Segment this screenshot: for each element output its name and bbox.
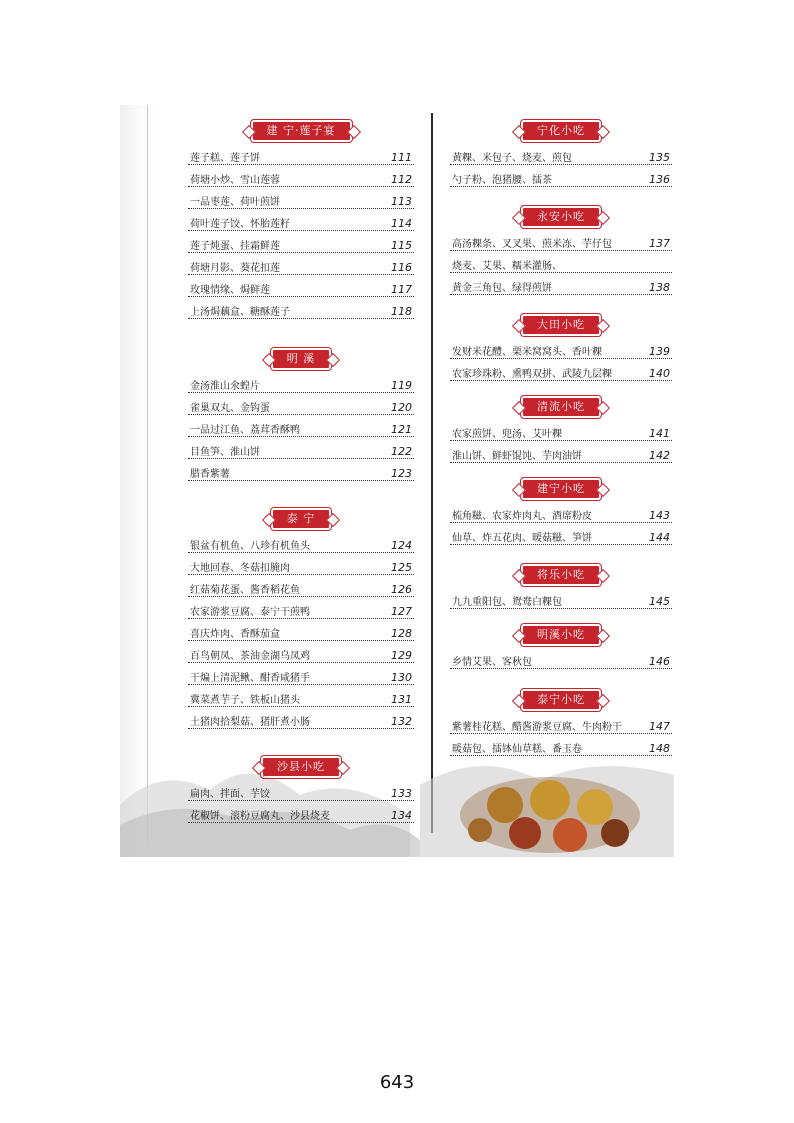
- section-banner: 将乐小吃: [523, 566, 599, 584]
- section-mingxi-snacks: [450, 623, 672, 669]
- page-ref: 133: [391, 787, 412, 800]
- list-item: [188, 297, 414, 319]
- list-item: [450, 587, 672, 609]
- page-fold-line: [147, 105, 148, 845]
- page-ref: 126: [391, 583, 412, 596]
- page-ref: 132: [391, 715, 412, 728]
- scanned-menu-page: [120, 105, 674, 857]
- list-item: [188, 165, 414, 187]
- list-item: [188, 801, 414, 823]
- dish-name: 暖菇包、擂钵仙草糕、番玉卷: [452, 744, 582, 755]
- page-ref: 115: [391, 239, 412, 252]
- list-item: [188, 641, 414, 663]
- page-ref: 130: [391, 671, 412, 684]
- list-item: [450, 647, 672, 669]
- page-ref: 119: [391, 379, 412, 392]
- dish-name: 大地回春、冬菇扣腌肉: [190, 563, 290, 574]
- section-banner: 大田小吃: [523, 316, 599, 334]
- page-ref: 123: [391, 467, 412, 480]
- list-item: [450, 251, 672, 273]
- list-item: [188, 275, 414, 297]
- list-item: [188, 597, 414, 619]
- dish-name: 高汤粿条、叉叉果、煎米冻、芋仔包: [452, 239, 612, 250]
- dish-name: 土猪肉拾梨菇、猪肝煮小肠: [190, 717, 310, 728]
- list-item: [450, 419, 672, 441]
- section-banner: 永安小吃: [523, 208, 599, 226]
- list-item: [188, 779, 414, 801]
- list-item: [188, 685, 414, 707]
- list-item: [450, 734, 672, 756]
- dish-name: 喜庆炸肉、香酥茄盒: [190, 629, 280, 640]
- page-ref: 143: [649, 509, 670, 522]
- list-item: [188, 553, 414, 575]
- dish-name: 烧麦、艾果、糯米灌肠、: [452, 261, 562, 272]
- list-item: [450, 523, 672, 545]
- dish-name: 荷塘月影、葵花扣莲: [190, 263, 280, 274]
- list-item: [188, 143, 414, 165]
- list-item: [450, 712, 672, 734]
- list-item: [188, 459, 414, 481]
- page-ref: 135: [649, 151, 670, 164]
- section-jianning-snacks: [450, 477, 672, 545]
- section-banner: 明 溪: [273, 350, 330, 368]
- column-divider: [431, 113, 433, 833]
- page-ref: 144: [649, 531, 670, 544]
- section-banner: 明溪小吃: [523, 626, 599, 644]
- page-ref: 138: [649, 281, 670, 294]
- page-ref: 147: [649, 720, 670, 733]
- list-item: [450, 143, 672, 165]
- dish-name: 目鱼笋、淮山饼: [190, 447, 260, 458]
- page-ref: 122: [391, 445, 412, 458]
- dish-name: 荷叶莲子饺、怀胎莲籽: [190, 219, 290, 230]
- list-item: [450, 337, 672, 359]
- page-ref: 145: [649, 595, 670, 608]
- section-ninghua-snacks: [450, 119, 672, 187]
- list-item: [450, 441, 672, 463]
- dish-name: 九九重阳包、鸳鸯白粿包: [452, 597, 562, 608]
- dish-name: 梳角糍、农家炸肉丸、酒席粉皮: [452, 511, 592, 522]
- dish-name: 农家珍珠粉、熏鸭双拼、武陵九层粿: [452, 369, 612, 380]
- section-banner: 泰 宁: [273, 510, 330, 528]
- page-ref: 114: [391, 217, 412, 230]
- list-item: [188, 663, 414, 685]
- dish-name: 农家游浆豆腐、泰宁干煎鸭: [190, 607, 310, 618]
- list-item: [450, 501, 672, 523]
- dish-name: 发财米花醴、栗米窝窝头、香叶粿: [452, 347, 602, 358]
- list-item: [188, 415, 414, 437]
- page-ref: 129: [391, 649, 412, 662]
- section-taining-snacks: [450, 688, 672, 756]
- dish-name: 淮山饼、鲜虾馄饨、芋肉油饼: [452, 451, 582, 462]
- page-ref: 134: [391, 809, 412, 822]
- dish-name: 黄金三角包、绿得煎饼: [452, 283, 552, 294]
- page-ref: 142: [649, 449, 670, 462]
- list-item: [188, 371, 414, 393]
- dish-name: 乡情艾果、客秋包: [452, 657, 532, 668]
- dish-name: 银盆有机鱼、八珍有机鱼头: [190, 541, 310, 552]
- section-banner: 宁化小吃: [523, 122, 599, 140]
- section-banner: 建 宁·莲子宴: [253, 122, 350, 140]
- list-item: [188, 575, 414, 597]
- dish-name: 金汤淮山氽蝗片: [190, 381, 260, 392]
- section-taining: [188, 507, 414, 729]
- list-item: [450, 229, 672, 251]
- dish-name: 一品过江鱼、荔茸香酥鸭: [190, 425, 300, 436]
- spice-spoons-photo: [460, 777, 640, 853]
- section-banner: 沙县小吃: [263, 758, 339, 776]
- dish-name: 玫瑰情缘、焗鲜莲: [190, 285, 270, 296]
- section-mingxi: [188, 347, 414, 481]
- page-ref: 116: [391, 261, 412, 274]
- dish-name: 莲子糕、莲子饼: [190, 153, 260, 164]
- section-jiangle-snacks: [450, 563, 672, 609]
- page-number: 643: [379, 1072, 415, 1093]
- dish-name: 荷塘小炒、雪山莲蓉: [190, 175, 280, 186]
- page-ref: 125: [391, 561, 412, 574]
- section-yongan-snacks: [450, 205, 672, 295]
- list-item: [450, 359, 672, 381]
- dish-name: 干煸上清泥鳅、酣香咸猪手: [190, 673, 310, 684]
- page-ref: 128: [391, 627, 412, 640]
- page-ref: 127: [391, 605, 412, 618]
- dish-name: 腊香紫薯: [190, 469, 230, 480]
- page-ref: 140: [649, 367, 670, 380]
- page-ref: 118: [391, 305, 412, 318]
- list-item: [188, 231, 414, 253]
- dish-name: 花椒饼、滚粉豆腐丸、沙县烧麦: [190, 811, 330, 822]
- page-ref: 136: [649, 173, 670, 186]
- page-ref: 148: [649, 742, 670, 755]
- page-ref: 113: [391, 195, 412, 208]
- dish-name: 红菇菊花蛋、酱香稻花鱼: [190, 585, 300, 596]
- page-ref: 146: [649, 655, 670, 668]
- section-banner: 泰宁小吃: [523, 691, 599, 709]
- page-ref: 124: [391, 539, 412, 552]
- dish-name: 雀巢双丸、金钩蛋: [190, 403, 270, 414]
- page-ref: 137: [649, 237, 670, 250]
- dish-name: 紫薯桂花糕、醋酱游浆豆腐、牛肉粉干: [452, 722, 622, 733]
- page-ref: 139: [649, 345, 670, 358]
- dish-name: 一品枣莲、荷叶煎饼: [190, 197, 280, 208]
- page-ref: 121: [391, 423, 412, 436]
- list-item: [188, 209, 414, 231]
- dish-name: 冀菜煮芋子、铁板山猪头: [190, 695, 300, 706]
- page-ref: 131: [391, 693, 412, 706]
- section-shaxian-snacks: [188, 755, 414, 823]
- list-item: [450, 165, 672, 187]
- list-item: [450, 273, 672, 295]
- list-item: [188, 707, 414, 729]
- page-ref: 112: [391, 173, 412, 186]
- dish-name: 扁肉、拌面、芋饺: [190, 789, 270, 800]
- list-item: [188, 187, 414, 209]
- dish-name: 百鸟朝凤、茶油金湖乌凤鸡: [190, 651, 310, 662]
- section-jianning-lotus: [188, 119, 414, 319]
- section-qingliu-snacks: [450, 395, 672, 463]
- dish-name: 上汤焗藕盒、糖酥莲子: [190, 307, 290, 318]
- page-ref: 141: [649, 427, 670, 440]
- page-ref: 117: [391, 283, 412, 296]
- list-item: [188, 253, 414, 275]
- list-item: [188, 393, 414, 415]
- list-item: [188, 437, 414, 459]
- dish-name: 黄粿、米包子、烧麦、煎包: [452, 153, 572, 164]
- dish-name: 莲子炖蛋、挂霜鲜莲: [190, 241, 280, 252]
- section-banner: 建宁小吃: [523, 480, 599, 498]
- list-item: [188, 531, 414, 553]
- section-banner: 清流小吃: [523, 398, 599, 416]
- dish-name: 农家煎饼、兜汤、艾叶粿: [452, 429, 562, 440]
- dish-name: 勺子粉、泡猪腰、擂茶: [452, 175, 552, 186]
- list-item: [188, 619, 414, 641]
- dish-name: 仙草、炸五花肉、暖菇糍、笋饼: [452, 533, 592, 544]
- section-datian-snacks: [450, 313, 672, 381]
- page-ref: 111: [391, 151, 412, 164]
- page-ref: 120: [391, 401, 412, 414]
